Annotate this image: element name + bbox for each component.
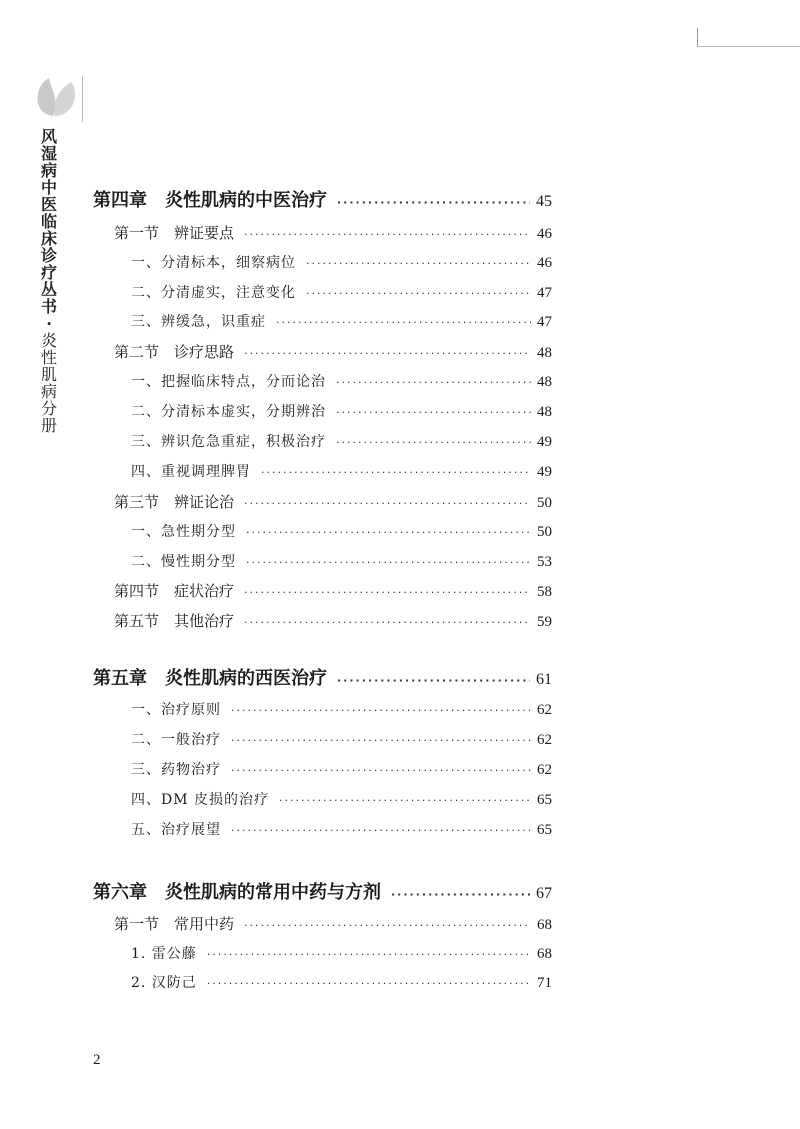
toc-entry-page: 48 bbox=[537, 374, 552, 390]
toc-entry-page: 62 bbox=[537, 732, 552, 748]
toc-entry-item bbox=[131, 819, 552, 839]
series-title-separator: · bbox=[46, 314, 52, 333]
toc-entry-page: 48 bbox=[537, 345, 552, 361]
toc-entry-section bbox=[114, 580, 552, 601]
toc-entry-label: 一、急性期分型 bbox=[131, 524, 236, 540]
toc-entry-item bbox=[131, 699, 552, 719]
toc-entry-page: 62 bbox=[537, 702, 552, 718]
toc-entry-label: 第四节 症状治疗 bbox=[114, 582, 235, 600]
toc-entry-page: 46 bbox=[537, 226, 552, 242]
toc-dot-leader bbox=[306, 287, 531, 300]
toc-dot-leader bbox=[246, 556, 531, 569]
toc-entry-item bbox=[131, 729, 552, 749]
toc-entry-label: 四、重视调理脾胃 bbox=[131, 464, 251, 480]
toc-entry-item bbox=[131, 371, 552, 391]
toc-dot-leader bbox=[279, 794, 531, 807]
toc-entry-label: 三、药物治疗 bbox=[131, 762, 221, 778]
toc-dot-leader bbox=[336, 436, 531, 449]
toc-entry-page: 48 bbox=[537, 404, 552, 420]
toc-dot-leader bbox=[244, 616, 531, 629]
toc-dot-leader bbox=[231, 734, 531, 747]
toc-entry-label: 第五章 炎性肌病的西医治疗 bbox=[93, 668, 327, 689]
toc-entry-label: 第一节 常用中药 bbox=[114, 915, 235, 933]
toc-entry-item bbox=[131, 972, 552, 992]
toc-entry-label: 1. 雷公藤 bbox=[131, 946, 197, 962]
toc-entry-item bbox=[131, 311, 552, 331]
toc-entry-label: 四、DM 皮损的治疗 bbox=[131, 792, 270, 808]
toc-entry-page: 58 bbox=[537, 584, 552, 600]
series-title-main: 风湿病中医临床诊疗丛书 bbox=[40, 127, 57, 316]
toc-entry-label: 第四章 炎性肌病的中医治疗 bbox=[93, 190, 327, 211]
toc-entry-item bbox=[131, 461, 552, 481]
toc-entry-page: 61 bbox=[536, 671, 552, 688]
toc-dot-leader bbox=[337, 196, 530, 209]
toc-entry-label: 二、慢性期分型 bbox=[131, 554, 236, 570]
toc-dot-leader bbox=[391, 888, 530, 901]
toc-entry-section bbox=[114, 610, 552, 631]
toc-entry-page: 68 bbox=[537, 946, 552, 962]
page-number: 2 bbox=[93, 1052, 101, 1068]
toc-entry-chapter bbox=[93, 664, 552, 690]
toc-entry-label: 第三节 辨证论治 bbox=[114, 493, 235, 511]
toc-dot-leader bbox=[261, 466, 531, 479]
toc-entry-section bbox=[114, 222, 552, 243]
toc-entry-page: 62 bbox=[537, 762, 552, 778]
toc-entry-page: 47 bbox=[537, 314, 552, 330]
toc-entry-page: 50 bbox=[537, 524, 552, 540]
toc-entry-label: 三、辨识危急重症，积极治疗 bbox=[131, 434, 326, 450]
toc-entry-label: 二、分清标本虚实，分期辨治 bbox=[131, 404, 326, 420]
toc-entry-item bbox=[131, 252, 552, 272]
toc-dot-leader bbox=[306, 257, 531, 270]
toc-dot-leader bbox=[244, 919, 531, 932]
toc-dot-leader bbox=[244, 347, 531, 360]
toc-entry-page: 67 bbox=[536, 885, 552, 902]
toc-entry-page: 53 bbox=[537, 554, 552, 570]
toc-entry-section bbox=[114, 341, 552, 362]
toc-entry-label: 二、一般治疗 bbox=[131, 732, 221, 748]
toc-dot-leader bbox=[337, 674, 530, 687]
toc-entry-item bbox=[131, 401, 552, 421]
toc-entry-label: 一、治疗原则 bbox=[131, 702, 221, 718]
toc-entry-page: 71 bbox=[537, 975, 552, 991]
toc-entry-chapter bbox=[93, 878, 552, 904]
toc-entry-page: 50 bbox=[537, 495, 552, 511]
toc-dot-leader bbox=[244, 497, 531, 510]
toc-dot-leader bbox=[231, 704, 531, 717]
toc-entry-label: 五、治疗展望 bbox=[131, 822, 221, 838]
toc-entry-label: 三、辨缓急，识重症 bbox=[131, 314, 266, 330]
toc-entry-section bbox=[114, 913, 552, 934]
toc-entry-item bbox=[131, 521, 552, 541]
toc-entry-page: 46 bbox=[537, 255, 552, 271]
toc-entry-item bbox=[131, 759, 552, 779]
toc-entry-page: 49 bbox=[537, 434, 552, 450]
toc-dot-leader bbox=[231, 764, 531, 777]
toc-entry-label: 一、把握临床特点，分而论治 bbox=[131, 374, 326, 390]
toc-entry-item bbox=[131, 551, 552, 571]
toc-entry-item bbox=[131, 789, 552, 809]
toc-entry-item bbox=[131, 431, 552, 451]
toc-entry-page: 45 bbox=[536, 193, 552, 210]
toc-entry-label: 第六章 炎性肌病的常用中药与方剂 bbox=[93, 882, 381, 903]
toc-entry-label: 2. 汉防己 bbox=[131, 975, 197, 991]
toc-entry-item bbox=[131, 943, 552, 963]
toc-entry-page: 49 bbox=[537, 464, 552, 480]
toc-entry-label: 第二节 诊疗思路 bbox=[114, 343, 235, 361]
toc-dot-leader bbox=[336, 406, 531, 419]
series-title-sub: 炎性肌病分册 bbox=[40, 331, 57, 435]
toc-dot-leader bbox=[246, 526, 531, 539]
toc-entry-label: 第一节 辨证要点 bbox=[114, 224, 235, 242]
toc-dot-leader bbox=[276, 316, 531, 329]
toc-dot-leader bbox=[336, 376, 531, 389]
toc-entry-label: 二、分清虚实，注意变化 bbox=[131, 285, 296, 301]
toc-entry-page: 59 bbox=[537, 614, 552, 630]
toc-entry-page: 68 bbox=[537, 917, 552, 933]
toc-dot-leader bbox=[207, 948, 531, 961]
toc-entry-page: 47 bbox=[537, 285, 552, 301]
toc-entry-page: 65 bbox=[537, 822, 552, 838]
toc-dot-leader bbox=[244, 586, 531, 599]
toc-dot-leader bbox=[244, 228, 531, 241]
toc-dot-leader bbox=[207, 977, 531, 990]
toc-entry-label: 一、分清标本，细察病位 bbox=[131, 255, 296, 271]
toc-entry-label: 第五节 其他治疗 bbox=[114, 612, 235, 630]
toc-entry-section bbox=[114, 491, 552, 512]
toc-entry-chapter bbox=[93, 186, 552, 212]
toc-entry-item bbox=[131, 282, 552, 302]
toc-entry-page: 65 bbox=[537, 792, 552, 808]
toc-dot-leader bbox=[231, 824, 531, 837]
